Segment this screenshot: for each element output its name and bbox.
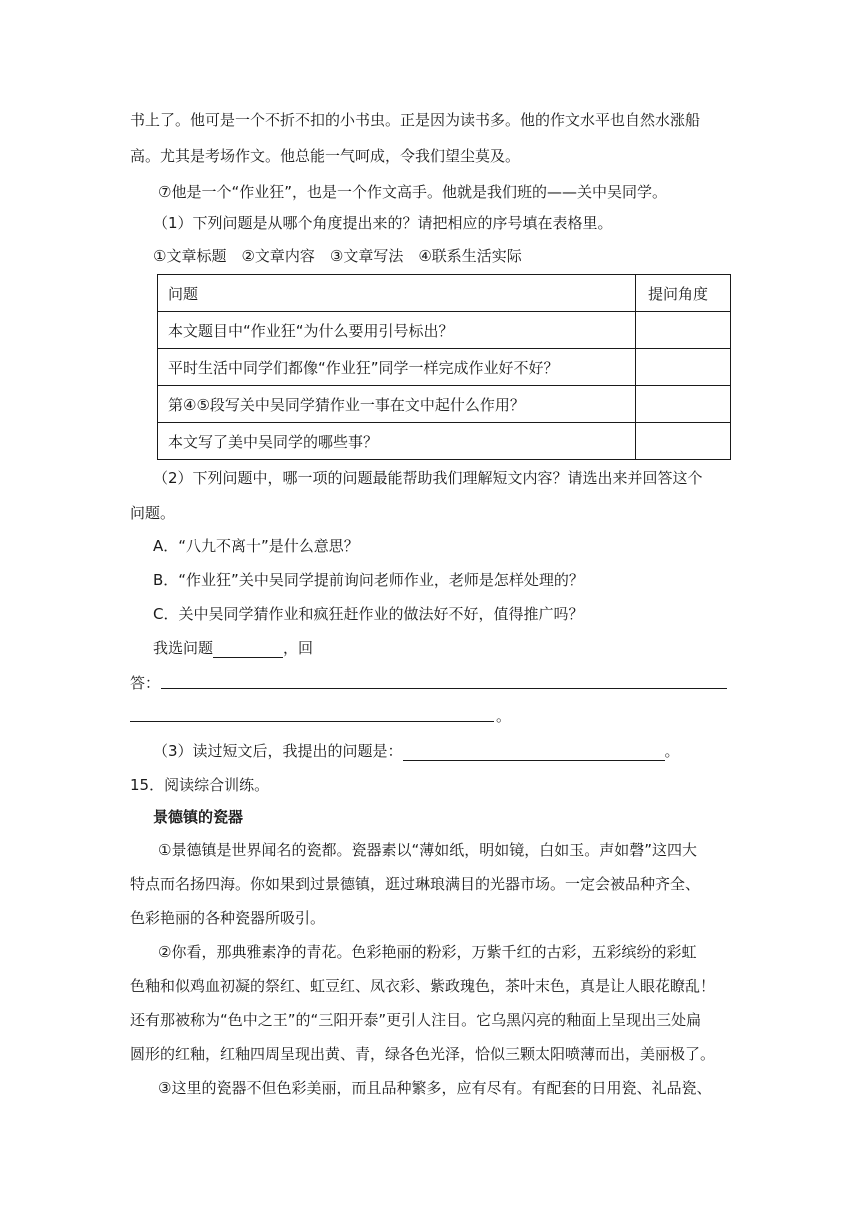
- answer-blank-line-2[interactable]: [130, 721, 494, 722]
- question-angle-table: [157, 274, 731, 460]
- passage-paragraph-7: ⑦他是一个“作业狂”，也是一个作文高手。他就是我们班的——关中吴同学。: [158, 183, 667, 201]
- reading-paragraph-1: ①景德镇是世界闻名的瓷都。瓷器素以“薄如纸，明如镜，白如玉。声如磬”这四大: [158, 841, 697, 859]
- reading-line: 特点而名扬四海。你如果到过景德镇，逛过琳琅满目的光器市场。一定会被品种齐全、: [130, 875, 701, 893]
- table-row: [158, 386, 731, 423]
- reading-line: 还有那被称为“色中之王”的“三阳开泰”更引人注目。它乌黑闪亮的釉面上呈现出三处扁: [130, 1011, 702, 1029]
- passage-line: 高。尤其是考场作文。他总能一气呵成，令我们望尘莫及。: [130, 147, 521, 165]
- table-row: [158, 423, 731, 460]
- question-2-prompt: （2）下列问题中，哪一项的问题最能帮助我们理解短文内容？请选出来并回答这个: [153, 469, 703, 487]
- option-b: B．“作业狂”关中吴同学提前询问老师作业，老师是怎样处理的？: [153, 571, 584, 589]
- reading-line: 色彩艳丽的各种瓷器所吸引。: [130, 909, 326, 927]
- table-cell-question: 本文题目中“作业狂“为什么要用引号标出？: [158, 312, 636, 349]
- choice-blank[interactable]: [213, 641, 283, 658]
- question-1-options: ①文章标题 ②文章内容 ③文章写法 ④联系生活实际: [153, 247, 522, 265]
- table-row: [158, 312, 731, 349]
- option-a: A．“八九不离十”是什么意思？: [153, 537, 359, 555]
- table-header-question: 问题: [158, 275, 636, 312]
- reading-line: 圆形的红釉，红釉四周呈现出黄、青，绿各色光泽，恰似三颗太阳喷薄而出，美丽极了。: [130, 1045, 716, 1063]
- question-1-prompt: （1）下列问题是从哪个角度提出来的？请把相应的序号填在表格里。: [153, 214, 613, 232]
- table-header-row: [158, 275, 731, 312]
- reading-paragraph-3: ③这里的瓷器不但色彩美丽，而且品种繁多，应有尽有。有配套的日用瓷、礼品瓷、: [158, 1079, 712, 1097]
- option-c: C．关中吴同学猜作业和疯狂赶作业的做法好不好，值得推广吗？: [153, 605, 584, 623]
- table-cell-answer[interactable]: [636, 423, 731, 460]
- question-3-line: [153, 741, 753, 761]
- question-3-prompt: （3）读过短文后，我提出的问题是：: [153, 742, 403, 760]
- answer-period: 。: [496, 707, 512, 725]
- table-header-angle: 提问角度: [636, 275, 731, 312]
- table-cell-answer[interactable]: [636, 349, 731, 386]
- question-15-heading: 15．阅读综合训练。: [130, 776, 270, 794]
- answer-label: 答：: [130, 674, 161, 692]
- choose-question-line: [153, 638, 753, 658]
- answer-blank-line-1[interactable]: [161, 688, 727, 689]
- question-2-prompt-cont: 问题。: [130, 504, 176, 522]
- table-cell-question: 第④⑤段写关中吴同学猜作业一事在文中起什么作用？: [158, 386, 636, 423]
- table-cell-question: 本文写了美中吴同学的哪些事？: [158, 423, 636, 460]
- question-3-period: 。: [664, 742, 680, 760]
- table-row: [158, 349, 731, 386]
- table-cell-question: 平时生活中同学们都像“作业狂”同学一样完成作业好不好？: [158, 349, 636, 386]
- reading-title: 景德镇的瓷器: [153, 808, 244, 826]
- passage-line: 书上了。他可是一个不折不扣的小书虫。正是因为读书多。他的作文水平也自然水涨船: [130, 111, 701, 129]
- comma-hui: ，回: [283, 639, 314, 657]
- question-3-blank[interactable]: [403, 744, 665, 761]
- table-cell-answer[interactable]: [636, 386, 731, 423]
- choose-label: 我选问题: [153, 639, 214, 657]
- reading-line: 色釉和似鸡血初凝的祭红、虹豆红、凤衣彩、紫政瑰色，茶叶末色，真是让人眼花瞭乱！: [130, 977, 716, 995]
- table-cell-answer[interactable]: [636, 312, 731, 349]
- reading-paragraph-2: ②你看，那典雅素净的青花。色彩艳丽的粉彩，万紫千红的古彩，五彩缤纷的彩虹: [158, 943, 697, 961]
